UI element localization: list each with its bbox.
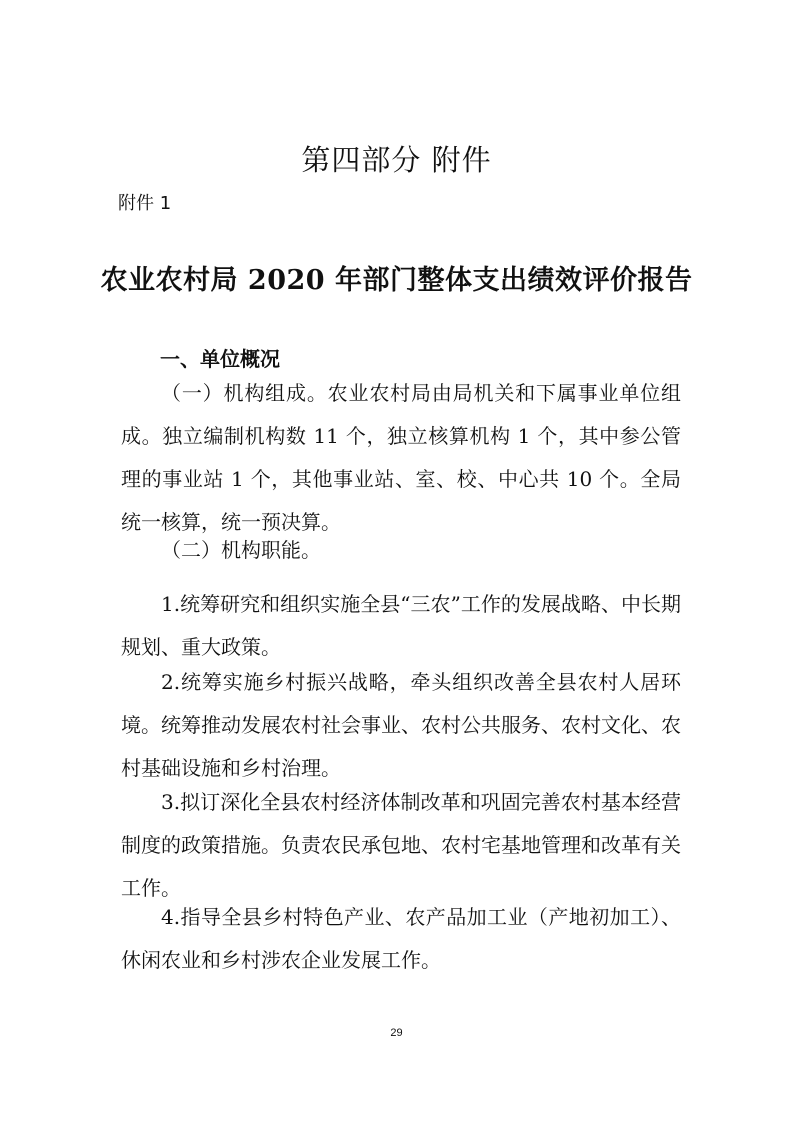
heading-unit-overview: 一、单位概况 bbox=[160, 347, 280, 371]
paragraph-functions-heading: （二）机构职能。 bbox=[161, 538, 321, 562]
page-number: 29 bbox=[390, 1027, 403, 1039]
paragraph-organization: （一）机构组成。农业农村局由局机关和下属事业单位组成。独立编制机构数 11 个，独立核算机构 1 个，其中参公管理的事业站 1 个，其他事业站、室、校、中心共 10 个。全局统一核算，统一预决算。 bbox=[121, 381, 681, 534]
paragraph-function-3: 3.拟订深化全县农村经济体制改革和巩固完善农村基本经营制度的政策措施。负责农民承包地、农村宅基地管理和改革有关工作。 bbox=[121, 790, 681, 900]
paragraph-function-2: 2.统筹实施乡村振兴战略，牵头组织改善全县农村人居环境。统筹推动发展农村社会事业、农村公共服务、农村文化、农村基础设施和乡村治理。 bbox=[121, 670, 681, 780]
paragraph-function-4: 4.指导全县乡村特色产业、农产品加工业（产地初加工）、休闲农业和乡村涉农企业发展工作。 bbox=[121, 905, 681, 972]
attachment-label: 附件 1 bbox=[118, 193, 172, 214]
paragraph-function-1: 1.统筹研究和组织实施全县“三农”工作的发展战略、中长期规划、重大政策。 bbox=[121, 592, 681, 659]
report-title: 农业农村局 2020 年部门整体支出绩效评价报告 bbox=[100, 265, 693, 296]
section-title: 第四部分 附件 bbox=[301, 143, 492, 177]
